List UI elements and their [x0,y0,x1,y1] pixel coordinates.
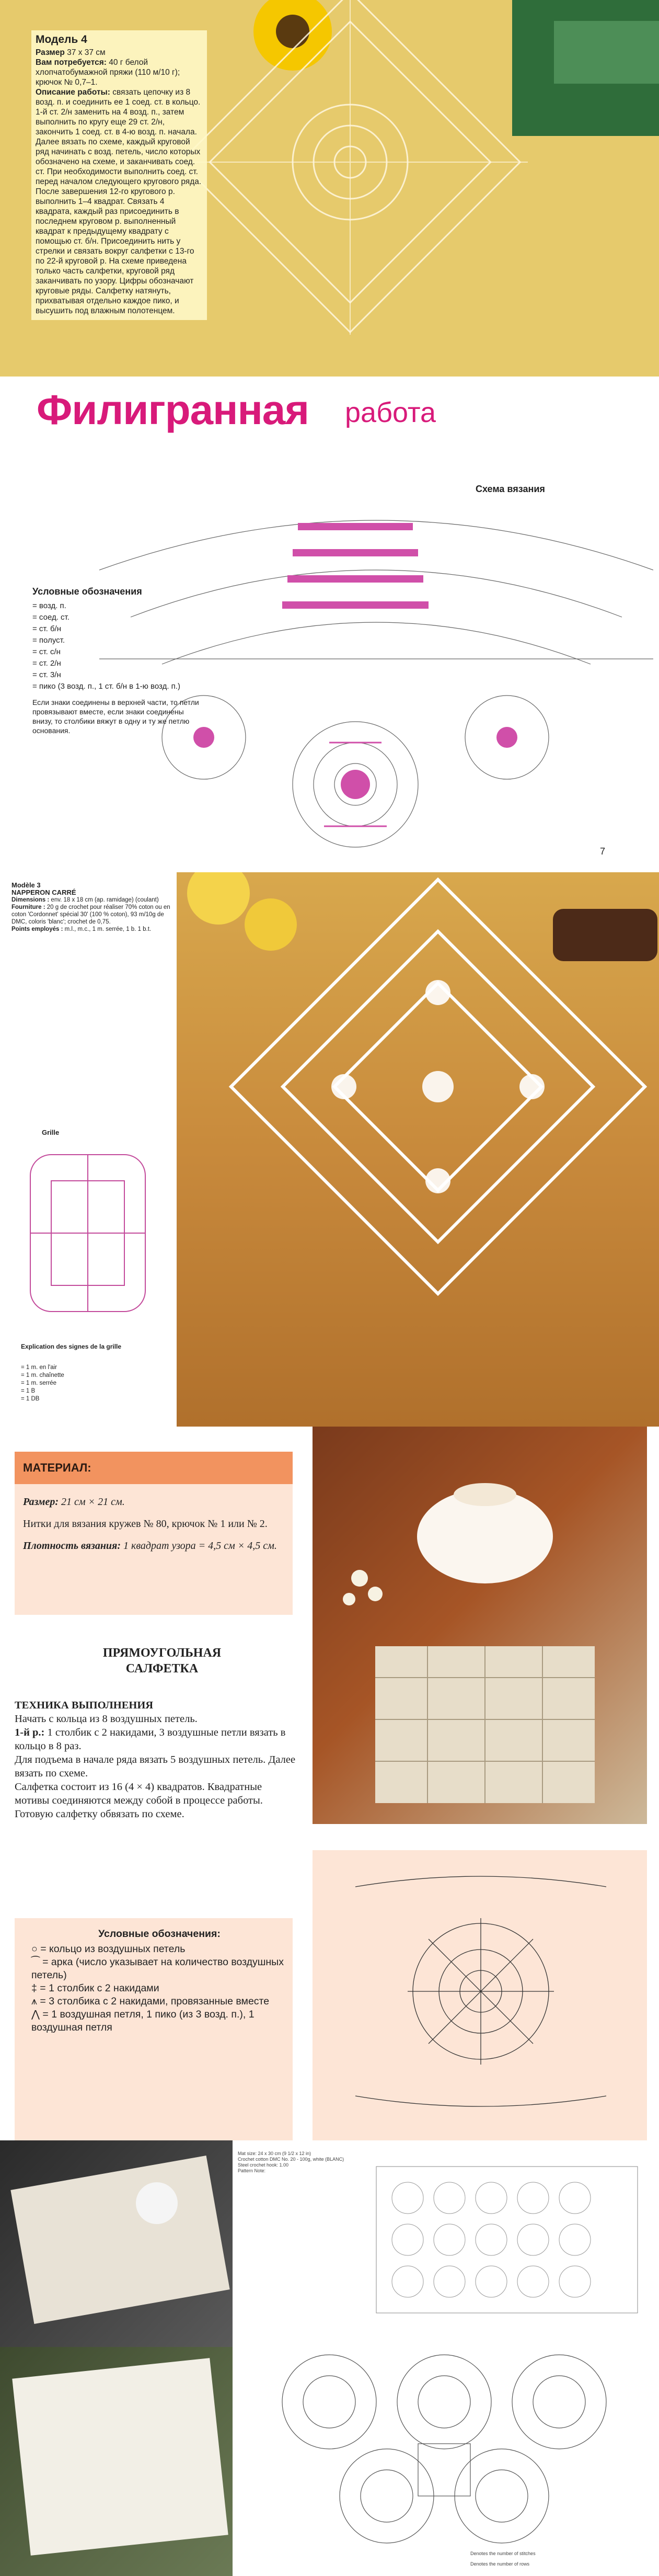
legend-item: = 1 столбик с 2 накидами [40,1982,159,1994]
legend-b: Denotes the number of rows [470,2561,530,2567]
material-label: МАТЕРИАЛ: [23,1461,91,1474]
napperon-model: Modèle 3 [11,881,41,889]
technique-heading: ТЕХНИКА ВЫПОЛНЕНИЯ [15,1700,154,1711]
legend-item: = 1 DB [21,1396,40,1402]
ring-icon: ○ [31,1943,38,1955]
grille-chart [15,1139,161,1338]
tablemat-info [238,2151,353,2174]
legend-list [21,1364,64,1403]
density-label: Плотность вязания: [23,1540,121,1552]
cluster-icon: ⩚ [31,1996,37,2007]
tablemat-photo-bottom [0,2347,233,2576]
legend-item: = возд. п. [32,601,66,610]
legend-item: = 1 B [21,1388,36,1394]
legend-item: = ст. 3/н [32,670,61,679]
schema-label: Схема вязания [476,484,545,494]
threads-text: Нитки для вязания кружев № 80, крючок № 1 или № 2. [23,1518,268,1530]
technique-text [15,1699,297,1821]
napperon-illustration [177,872,659,1427]
picot-icon: ⋀ [31,2009,40,2020]
row1-text: 1 столбик с 2 накидами, 3 воздушные петли вязать в кольцо в 8 раз. [15,1727,286,1752]
article-title: Филигранная [37,386,309,433]
tablemat-illustration-top [0,2140,233,2347]
legend-item: = 1 m. chaînette [21,1372,64,1378]
model-title: Модель 4 [36,33,87,45]
grille-label: Grille [42,1129,60,1136]
technique-start: Начать с кольца из 8 воздушных петель. [15,1713,198,1725]
arch-icon: ⁀ [31,1956,40,1968]
legend-item: = пико (3 возд. п., 1 ст. б/н в 1-ю возд. п.) [32,682,180,691]
legend-note: Если знаки соединены в верхней части, то петли провязывают вместе, если знаки соединены внизу, то столбики вяжут в одну и ту же петлю основания. [32,698,199,735]
size-value: 21 см × 21 см. [61,1496,125,1508]
points-label: Points employés : [11,926,63,932]
dimensions-label: Dimensions : [11,897,50,903]
info-cotton: Crochet cotton DMC No. 20 - 100g, white (BLANC) [238,2157,344,2162]
legend-list [31,1928,287,2034]
doily-heading: ПРЯМОУГОЛЬНАЯ САЛФЕТКА [102,1646,222,1675]
page-rectangular-doily [0,1427,659,2140]
info-pattern: Pattern Note: [238,2168,266,2173]
napperon-title: NAPPERON CARRÉ [11,888,76,896]
fourniture-label: Fourniture : [11,904,45,910]
legend-item: = арка (число указывает на количество воздушных петель) [31,1956,284,1981]
legend-item: = кольцо из воздушных петель [40,1943,186,1955]
legend-item: = ст. 2/н [32,659,61,668]
fourniture-text: 20 g de crochet pour réaliser 70% coton ou en coton 'Cordonnet' spécial 30' (100 % coton), 93 m/10g de DMC, coloris 'blanc'; crochet de 0,75. [11,904,170,925]
size-label: Размер: [23,1496,59,1508]
napperon-photo [177,872,659,1427]
desc-label: Описание работы: [36,88,110,97]
need-text: 40 г белой хлопчатобумажной пряжи (110 м/10 г); крючок № 0,7–1. [36,58,180,87]
info-hook: Steel crochet hook: 1.00 [238,2162,289,2168]
napperon-text [11,882,177,933]
legend-item: = ст. с/н [32,647,61,656]
need-label: Вам потребуется: [36,58,107,67]
density-value: 1 квадрат узора = 4,5 см × 4,5 см. [123,1540,277,1552]
dimensions-text: env. 18 x 18 cm (ap. ramidage) (coulant) [51,897,159,903]
legend-a: Denotes the number of stitches [470,2551,536,2556]
legend-item: = 3 столбика с 2 накидами, провязанные вместе [40,1996,270,2007]
material-lines [23,1495,284,1553]
legend-heading: Explication des signes de la grille [21,1343,122,1350]
legend-item: = соед. ст. [32,613,70,622]
desc-text: связать цепочку из 8 возд. п. и соединить ее 1 соед. ст. в кольцо. 1-й ст. 2/н заменить на 4 возд. п., затем выполнить по кругу еще 29 ст. 2/н, закончить 1 соед. ст. в 4-ю возд. п. начала. Далее вязать по схеме, каждый круговой ряд начинать с возд. петель, число которых обозначено на схеме, и заканчивать соед. ст. При необходимости выполнить соед. ст. перед началом следующего кругового ряда. После завершения 12-го кругового р. выполнить 1–4 квадрат. Связать 4 квадрата, каждый раз присоединить в последнем круговом р. выполненный квадрат к предыдущему квадрату с помощью ст. б/н. Присоединить нить у стрелки и связать вокруг салфетки с 13-го по 22-й круговой р. На схеме приведена только часть салфетки, круговой ряд заканчивать по узору. Цифры обозначают круговые ряды. Салфетку натянуть, прихватывая отдельно каждое пико, и высушить под влажным полотенцем. [36,88,202,315]
teapot-photo [313,1427,647,1824]
double-treble-icon: ‡ [31,1982,37,1994]
legend [32,586,205,735]
teapot-illustration [313,1427,647,1824]
legend-item: = 1 m. serrée [21,1380,57,1386]
legend-title: Условные обозначения: [98,1928,221,1940]
tablemat-grid-chart [366,2156,648,2329]
size-label: Размер [36,48,65,57]
model-description [31,30,207,320]
page-model-4 [0,0,659,872]
page-napperon [0,872,659,1427]
points-text: m.l., m.c., 1 m. serrée, 1 b. 1 b.t. [64,926,152,932]
article-subtitle: работа [345,397,436,428]
row1-more: Для подъема в начале ряда вязать 5 воздушных петель. Далее вязать по схеме. [15,1754,296,1779]
size-value: 37 х 37 см [67,48,106,57]
tablemat-illustration-bottom [0,2347,233,2576]
legend-item: = 1 воздушная петля, 1 пико (из 3 возд. п.), 1 воздушная петля [31,2009,255,2033]
page-number: 7 [600,846,606,857]
legend-item: = ст. б/н [32,624,62,633]
motif-chart [334,1866,627,2127]
assembly-text: Салфетка состоит из 16 (4 × 4) квадратов. Квадратные мотивы соединяются между собой в процессе работы. Готовую салфетку обвязать по схеме. [15,1781,263,1820]
row1-label: 1-й р.: [15,1727,45,1738]
legend-item: = 1 m. en l'air [21,1364,57,1371]
tablemat-photo-top [0,2140,233,2347]
legend-item: = полуст. [32,636,65,645]
info-size: Mat size: 24 x 30 cm (9 1/2 x 12 in) [238,2151,311,2156]
tablemat-motif-chart [246,2339,648,2559]
legend-title: Условные обозначения [32,586,142,597]
page-tablemat [0,2140,659,2576]
